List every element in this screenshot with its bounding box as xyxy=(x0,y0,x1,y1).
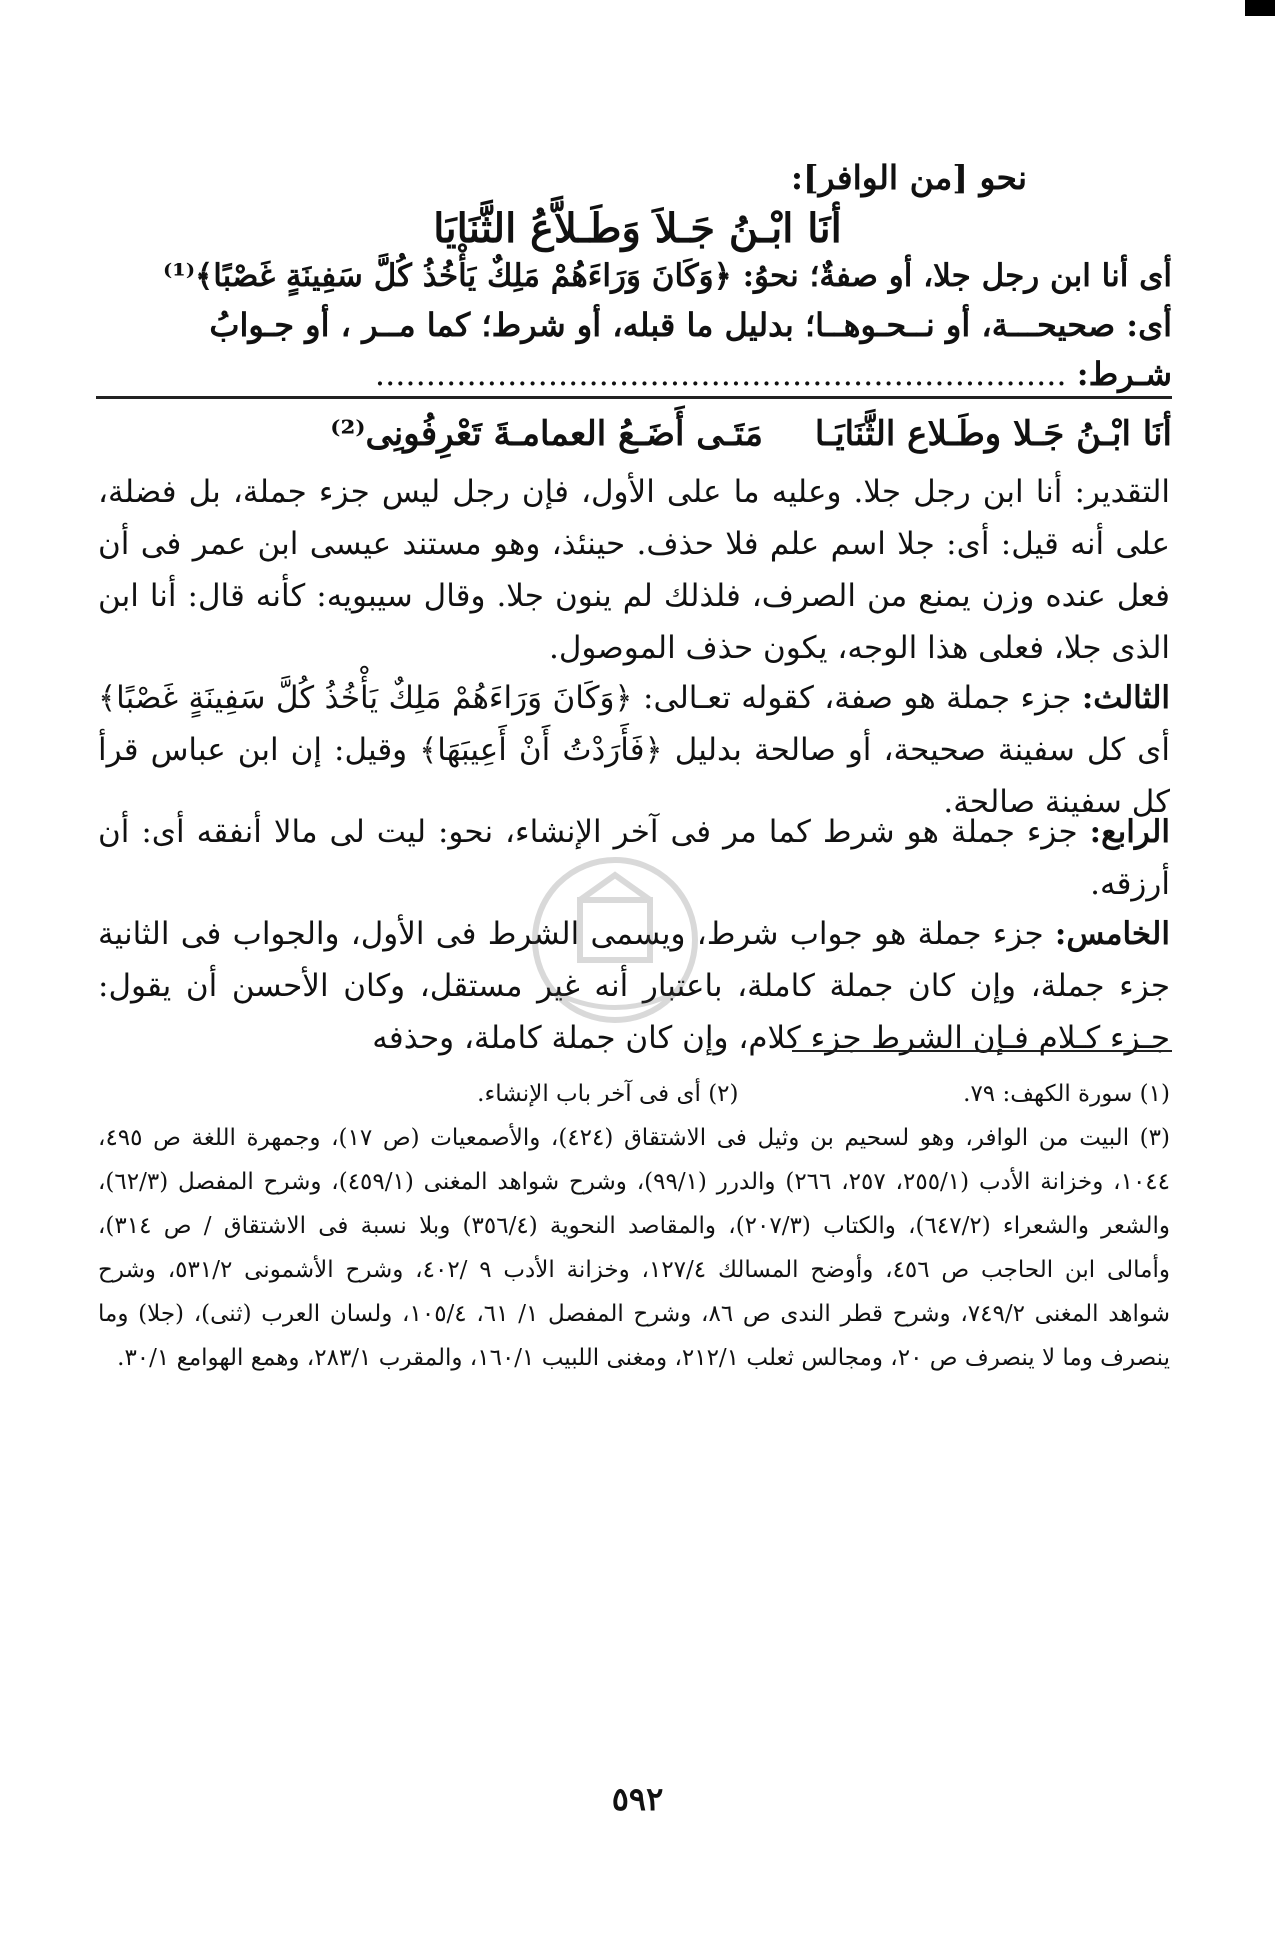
footnote-divider-rule xyxy=(792,1050,1172,1052)
section-divider-rule xyxy=(96,396,1172,399)
verse-line-1: أنَا ابْـنُ جَـلاَ وَطَـلاَّعُ الثَّنَايَا xyxy=(433,205,842,252)
text-line-5-dots: .................................................................... xyxy=(374,355,1067,393)
paragraph-third xyxy=(98,672,1170,828)
footnote-2: (٢) أى فى آخر باب الإنشاء. xyxy=(477,1081,739,1107)
paragraph-third-heading: الثالث: xyxy=(1081,680,1170,716)
paragraph-fourth-body: جزء جملة هو شرط كما مر فى آخر الإنشاء، نحو: ليت لى مالا أنفقه أى: أن أرزقه. xyxy=(98,814,1170,902)
footnote-3: (٣) البيت من الوافر، وهو لسحيم بن وثيل فى الاشتقاق (٤٢٤)، والأصمعيات (ص ١٧)، وجمهرة اللغة ص ٤٩٥، ١٠٤٤، وخزانة الأدب (٢٥٥/١، ٢٥٧، ٢٦٦) والدرر (٩٩/١)، وشرح شواهد المغنى (٤٥٩/١)، وشرح المفصل (٦٢/٣)، والشعر والشعراء (٦٤٧/٢)، والكتاب (٢٠٧/٣)، والمقاصد النحوية (٣٥٦/٤) وبلا نسبة فى الاشتقاق / ص ٣١٤)، وأمالى ابن الحاجب ص ٤٥٦، وأوضح المسالك ١٢٧/٤، وخزانة الأدب ٩ /٤٠٢، وشرح الأشمونى ٥٣١/٢، وشرح شواهد المغنى ٧٤٩/٢، وشرح قطر الندى ص ٨٦، وشرح المفصل ١/ ٦١، ١٠٥/٤، ولسان العرب (ثنى)، (جلا) وما ينصرف وما لا ينصرف ص ٢٠، ومجالس ثعلب ٢١٢/١، ومغنى اللبيب ١٦٠/١، والمقرب ٢٨٣/١، وهمع الهوامع ٣٠/١. xyxy=(98,1125,1171,1371)
verse-2-second-hemistich: مَتَـى أَضَـعُ العمامـةَ تَعْرِفُونِى⁽²⁾ xyxy=(330,414,763,454)
library-watermark-seal xyxy=(520,845,710,1035)
footnotes-row-1 xyxy=(98,1072,1170,1116)
paragraph-taqdir: التقدير: أنا ابن رجل جلا. وعليه ما على الأول، فإن رجل ليس جزء جملة، بل فضلة، على أنه قيل: أى: جلا اسم علم فلا حذف. حينئذ، وهو مستند عيسى ابن عمر فى أن فعل عنده وزن يمنع من الصرف، فلذلك لم ينون جلا. وقال سيبويه: كأنه قال: أنا ابن الذى جلا، فعلى هذا الوجه، يكون حذف الموصول. xyxy=(98,474,1170,666)
verse-2-first-hemistich: أنَا ابْـنُ جَـلا وطَـلاع الثَّنَايَـا xyxy=(814,414,1172,454)
text-line-4: أى: صحيحـــة، أو نــحـوهــا؛ بدليل ما قبله، أو شرط؛ كما مــر ، أو جـوابُ xyxy=(209,306,1172,344)
text-line-3: أى أنا ابن رجل جلا، أو صفةٌ؛ نحوُ: ﴿وَكَانَ وَرَاءَهُمْ مَلِكٌ يَأْخُذُ كُلَّ سَفِينَةٍ غَصْبًا﴾⁽¹⁾ xyxy=(163,258,1172,294)
text-line-5-word: شـرط: xyxy=(1076,355,1172,393)
paragraph-fifth-heading: الخامس: xyxy=(1054,916,1170,952)
header-line: نحو [من الوافر]: xyxy=(790,158,1027,197)
text-line-5 xyxy=(375,355,1172,393)
page-number: ٥٩٢ xyxy=(611,1780,664,1818)
paragraph-fifth-body: جزء جملة هو جواب شرط، ويسمى الشرط فى الأول، والجواب فى الثانية جزء جملة، وإن كان جملة كاملة، باعتبار أنه غير مستقل، وكان الأحسن أن يقول: جـزء كـلام فـإن الشرط جزء كلام، وإن كان جملة كاملة، وحذفه xyxy=(98,916,1170,1056)
paragraph-fourth-heading: الرابع: xyxy=(1089,814,1170,850)
paragraph-third-body: جزء جملة هو صفة، كقوله تعـالى: ﴿وَكَانَ وَرَاءَهُمْ مَلِكٌ يَأْخُذُ كُلَّ سَفِينَةٍ غَصْبًا﴾ أى كل سفينة صحيحة، أو صالحة بدليل ﴿فَأَرَدْتُ أَنْ أَعِيبَهَا﴾ وقيل: إن ابن عباس قرأ كل سفينة صالحة. xyxy=(98,680,1170,820)
scan-corner-mark xyxy=(1245,0,1275,16)
footnote-1: (١) سورة الكهف: ٧٩. xyxy=(963,1081,1170,1107)
